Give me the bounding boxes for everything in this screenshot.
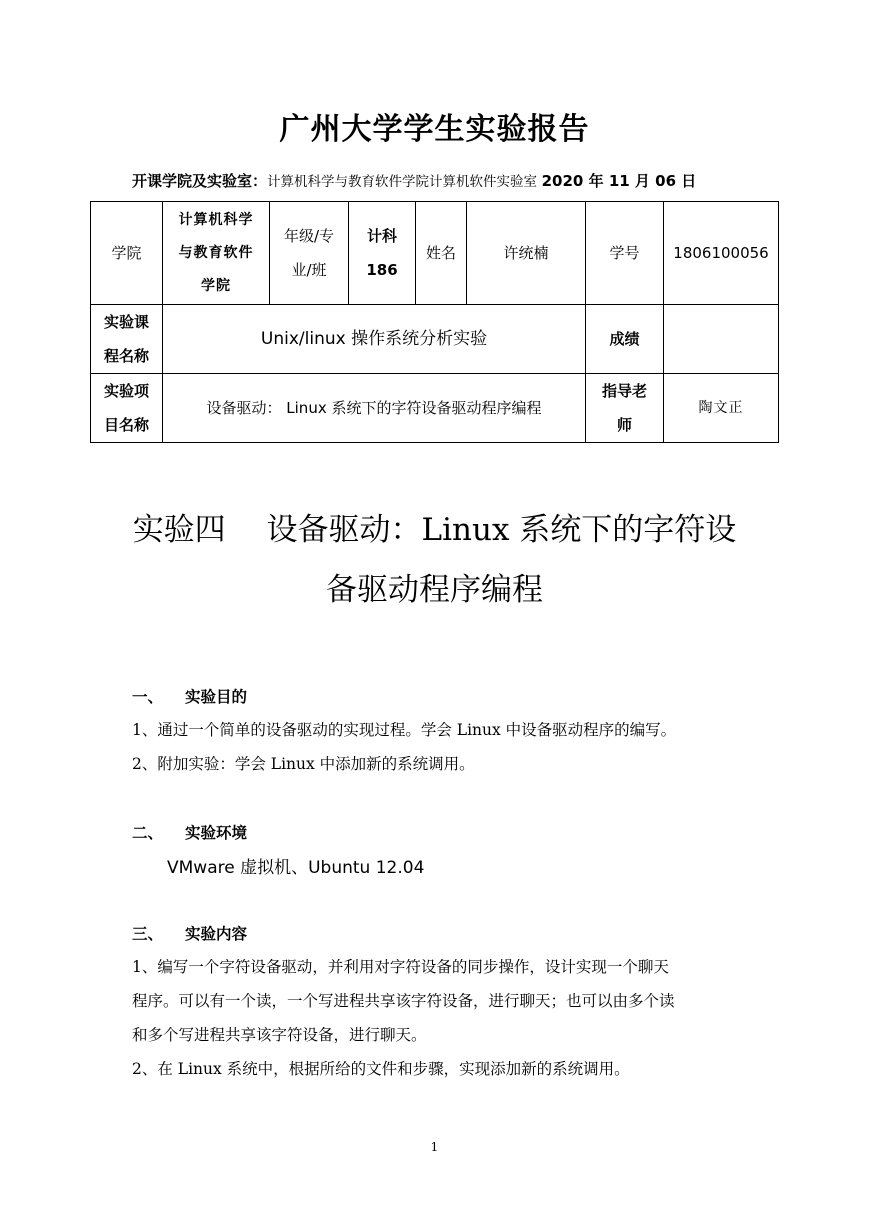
teacher-label-line: 指导老 (601, 382, 647, 400)
grade-major-label-line: 业/班 (291, 261, 327, 279)
section-title: 实验内容 (185, 925, 248, 943)
report-date: 2020 年 11 月 06 日 (541, 172, 697, 190)
college-value-line: 与教育软件 (178, 244, 254, 261)
section-number: 三、 (132, 925, 164, 943)
table-row (91, 202, 779, 305)
experiment-heading-line2: 备驱动程序编程 (326, 572, 543, 608)
college-lab-value: 计算机科学与教育软件学院计算机软件实验室 (267, 174, 538, 190)
page-number: 1 (430, 1140, 439, 1154)
class-value-line: 186 (366, 261, 398, 279)
teacher-label-line: 师 (616, 416, 632, 434)
section-heading-content (132, 922, 247, 944)
college-label-cell: 学院 (91, 202, 163, 305)
college-value-line: 学院 (201, 277, 231, 294)
section-title: 实验目的 (185, 688, 248, 706)
project-label-cell (91, 374, 163, 443)
project-label-line: 目名称 (103, 416, 149, 434)
content-line: 1、编写一个字符设备驱动，并利用对字符设备的同步操作，设计实现一个聊天 (132, 958, 669, 976)
teacher-value-cell: 陶文正 (664, 374, 779, 443)
content-line: 程序。可以有一个读，一个写进程共享该字符设备，进行聊天；也可以由多个读 (132, 992, 675, 1010)
score-label-cell: 成绩 (586, 305, 664, 374)
experiment-heading-line1: 实验四 设备驱动：Linux 系统下的字符设 (132, 512, 737, 548)
course-label-cell (91, 305, 163, 374)
course-value-cell: Unix/linux 操作系统分析实验 (163, 305, 586, 374)
section-title: 实验环境 (185, 824, 248, 842)
student-id-label-cell: 学号 (586, 202, 664, 305)
college-value-line: 计算机科学 (178, 211, 254, 228)
info-table (90, 201, 779, 443)
content-line: 和多个写进程共享该字符设备，进行聊天。 (132, 1026, 427, 1044)
class-value-cell (349, 202, 416, 305)
section-heading-environment (132, 821, 247, 843)
grade-major-label-cell (270, 202, 349, 305)
content-line: 2、在 Linux 系统中，根据所给的文件和步骤，实现添加新的系统调用。 (132, 1060, 630, 1078)
teacher-label-cell (586, 374, 664, 443)
section-heading-purpose (132, 685, 247, 707)
score-value-cell (664, 305, 779, 374)
name-label-cell: 姓名 (416, 202, 467, 305)
college-lab-label: 开课学院及实验室： (132, 172, 268, 190)
college-value-cell (163, 202, 270, 305)
purpose-line: 2、附加实验：学会 Linux 中添加新的系统调用。 (132, 755, 475, 773)
project-value-cell: 设备驱动： Linux 系统下的字符设备驱动程序编程 (163, 374, 586, 443)
course-label-line: 程名称 (103, 347, 149, 365)
report-title: 广州大学学生实验报告 (279, 112, 590, 147)
meta-line (132, 170, 696, 191)
environment-value: VMware 虚拟机、Ubuntu 12.04 (167, 858, 425, 878)
name-value-cell: 许统楠 (467, 202, 586, 305)
table-row (91, 374, 779, 443)
table-row (91, 305, 779, 374)
class-value-line: 计科 (366, 227, 397, 245)
section-number: 一、 (132, 688, 164, 706)
section-number: 二、 (132, 824, 164, 842)
course-label-line: 实验课 (103, 313, 149, 331)
grade-major-label-line: 年级/专 (283, 227, 335, 245)
student-id-value-cell: 1806100056 (664, 202, 779, 305)
project-label-line: 实验项 (103, 382, 149, 400)
purpose-line: 1、通过一个简单的设备驱动的实现过程。学会 Linux 中设备驱动程序的编写。 (132, 721, 677, 739)
